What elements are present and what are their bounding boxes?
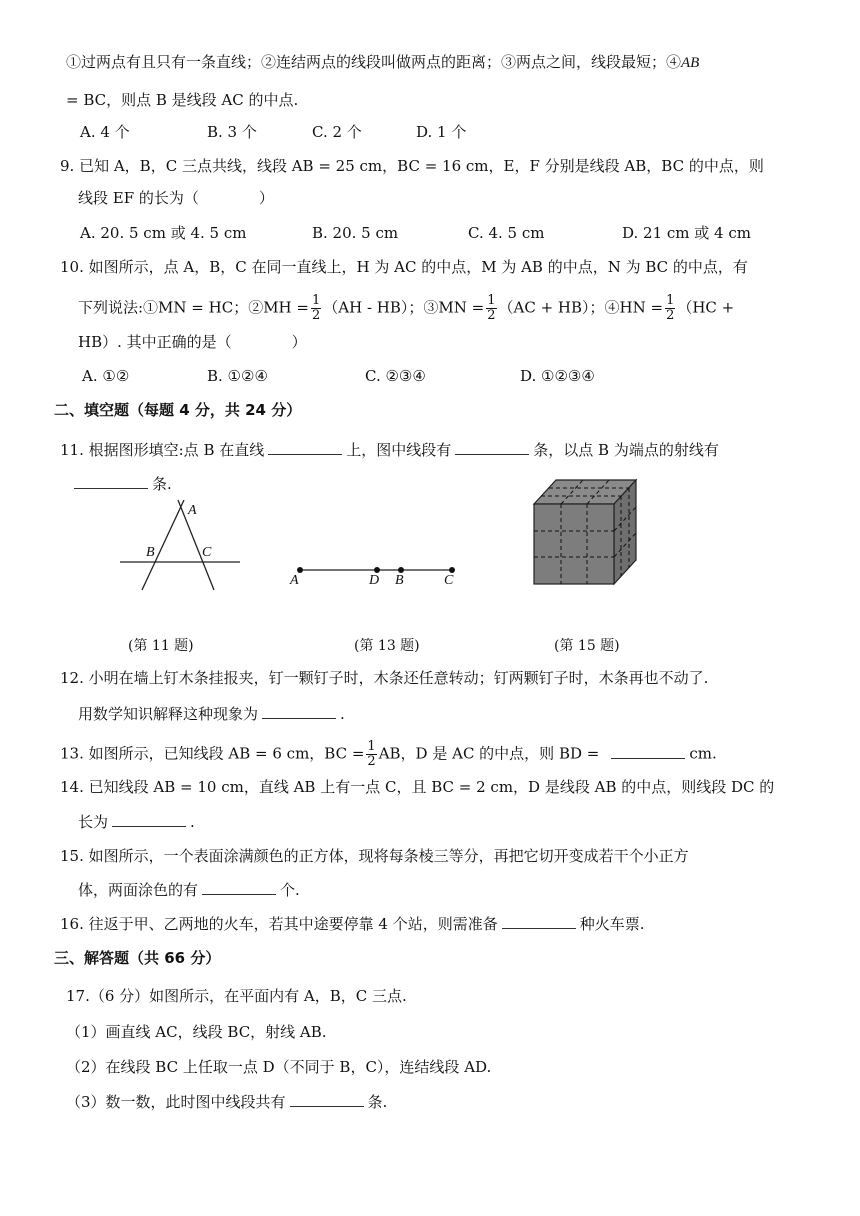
caption-fig15: (第 15 题) xyxy=(554,638,620,654)
q8-line1: ①过两点有且只有一条直线；②连结两点的线段叫做两点的距离；③两点之间，线段最短；④AB xyxy=(66,53,700,71)
q13-line: 13. 如图所示，已知线段 AB = 6 cm，BC = $\frac{1}{2}$ AB，D 是 AC 的中点，则 BD = cm. xyxy=(60,739,717,769)
section-fill-in-heading: 二、填空题（每题 4 分，共 24 分） xyxy=(54,401,302,419)
q17-sub3: （3）数一数，此时图中线段共有 条. xyxy=(66,1093,388,1111)
q9-option-c: C. 4. 5 cm xyxy=(468,224,545,242)
figure-13-segment xyxy=(286,560,470,590)
figure-15-cube xyxy=(530,476,640,588)
q14-line1: 14. 已知线段 AB = 10 cm，直线 AB 上有一点 C，且 BC = 2 cm，D 是线段 AB 的中点，则线段 DC 的 xyxy=(60,778,775,796)
q8-option-c: C. 2 个 xyxy=(312,123,362,141)
fig13-label-b: B xyxy=(395,573,404,588)
q15-line2: 体，两面涂色的有 个. xyxy=(78,881,300,899)
fig13-label-d: D xyxy=(369,573,380,588)
answer-blank[interactable] xyxy=(290,1092,364,1107)
caption-fig13: (第 13 题) xyxy=(354,638,420,654)
q10-option-d: D. ①②③④ xyxy=(520,367,595,385)
answer-blank[interactable] xyxy=(502,914,576,929)
q10-line3: HB）. 其中正确的是（ ） xyxy=(78,333,307,351)
q9-option-b: B. 20. 5 cm xyxy=(312,224,399,242)
q8-option-d: D. 1 个 xyxy=(416,123,467,141)
section-solutions-heading: 三、解答题（共 66 分） xyxy=(54,949,221,967)
fig11-label-a: A xyxy=(188,503,197,518)
fig11-label-c: C xyxy=(202,545,212,560)
q12-line2: 用数学知识解释这种现象为 . xyxy=(78,705,345,723)
q8-line2: = BC，则点 B 是线段 AC 的中点. xyxy=(66,91,299,109)
q9-option-a: A. 20. 5 cm 或 4. 5 cm xyxy=(80,224,247,242)
figure-11-triangle-lines xyxy=(118,498,244,594)
q17-line1: 17.（6 分）如图所示，在平面内有 A，B，C 三点. xyxy=(66,987,407,1005)
q16-line: 16. 往返于甲、乙两地的火车，若其中途要停靠 4 个站，则需准备 种火车票. xyxy=(60,915,645,933)
fig11-label-b: B xyxy=(146,545,155,560)
q8-option-a: A. 4 个 xyxy=(80,123,130,141)
fig13-label-a: A xyxy=(290,573,299,588)
answer-blank[interactable] xyxy=(268,440,342,455)
answer-blank[interactable] xyxy=(112,812,186,827)
q10-option-c: C. ②③④ xyxy=(365,367,426,385)
fig13-label-c: C xyxy=(444,573,454,588)
caption-fig11: (第 11 题) xyxy=(128,638,194,654)
q10-option-a: A. ①② xyxy=(82,367,130,385)
q10-line2: 下列说法:①MN = HC；②MH = $\frac{1}{2}$ （AH - HB）；③MN = $\frac{1}{2}$ （AC + HB）；④HN = $\frac{1}{2}$ （HC + xyxy=(78,293,735,323)
answer-blank[interactable] xyxy=(74,474,148,489)
q15-line1: 15. 如图所示，一个表面涂满颜色的正方体，现将每条棱三等分，再把它切开变成若干个小正方 xyxy=(60,847,689,865)
q17-sub2: （2）在线段 BC 上任取一点 D（不同于 B，C），连结线段 AD. xyxy=(66,1058,492,1076)
q9-line2: 线段 EF 的长为（ ） xyxy=(78,189,274,207)
answer-blank[interactable] xyxy=(202,880,276,895)
q11-line1: 11. 根据图形填空:点 B 在直线 上，图中线段有 条，以点 B 为端点的射线有 xyxy=(60,441,719,459)
fraction-half: $\frac{1}{2}$ xyxy=(666,293,675,323)
q17-sub1: （1）画直线 AC，线段 BC，射线 AB. xyxy=(66,1023,327,1041)
q14-line2: 长为 . xyxy=(78,813,195,831)
answer-blank[interactable] xyxy=(455,440,529,455)
q10-line1: 10. 如图所示，点 A，B，C 在同一直线上，H 为 AC 的中点，M 为 AB 的中点，N 为 BC 的中点，有 xyxy=(60,258,748,276)
answer-blank[interactable] xyxy=(262,704,336,719)
q9-line1: 9. 已知 A，B，C 三点共线，线段 AB = 25 cm，BC = 16 cm，E，F 分别是线段 AB，BC 的中点，则 xyxy=(60,157,764,175)
fraction-half: $\frac{1}{2}$ xyxy=(367,739,376,769)
q11-line2: 条. xyxy=(74,474,172,494)
q10-option-b: B. ①②④ xyxy=(207,367,268,385)
q9-option-d: D. 21 cm 或 4 cm xyxy=(622,224,751,242)
q12-line1: 12. 小明在墙上钉木条挂报夹，钉一颗钉子时，木条还任意转动；钉两颗钉子时，木条再也不动了. xyxy=(60,669,709,687)
fraction-half: $\frac{1}{2}$ xyxy=(487,293,496,323)
fraction-half: $\frac{1}{2}$ xyxy=(311,293,321,323)
q8-option-b: B. 3 个 xyxy=(207,123,257,141)
answer-blank[interactable] xyxy=(611,744,685,759)
